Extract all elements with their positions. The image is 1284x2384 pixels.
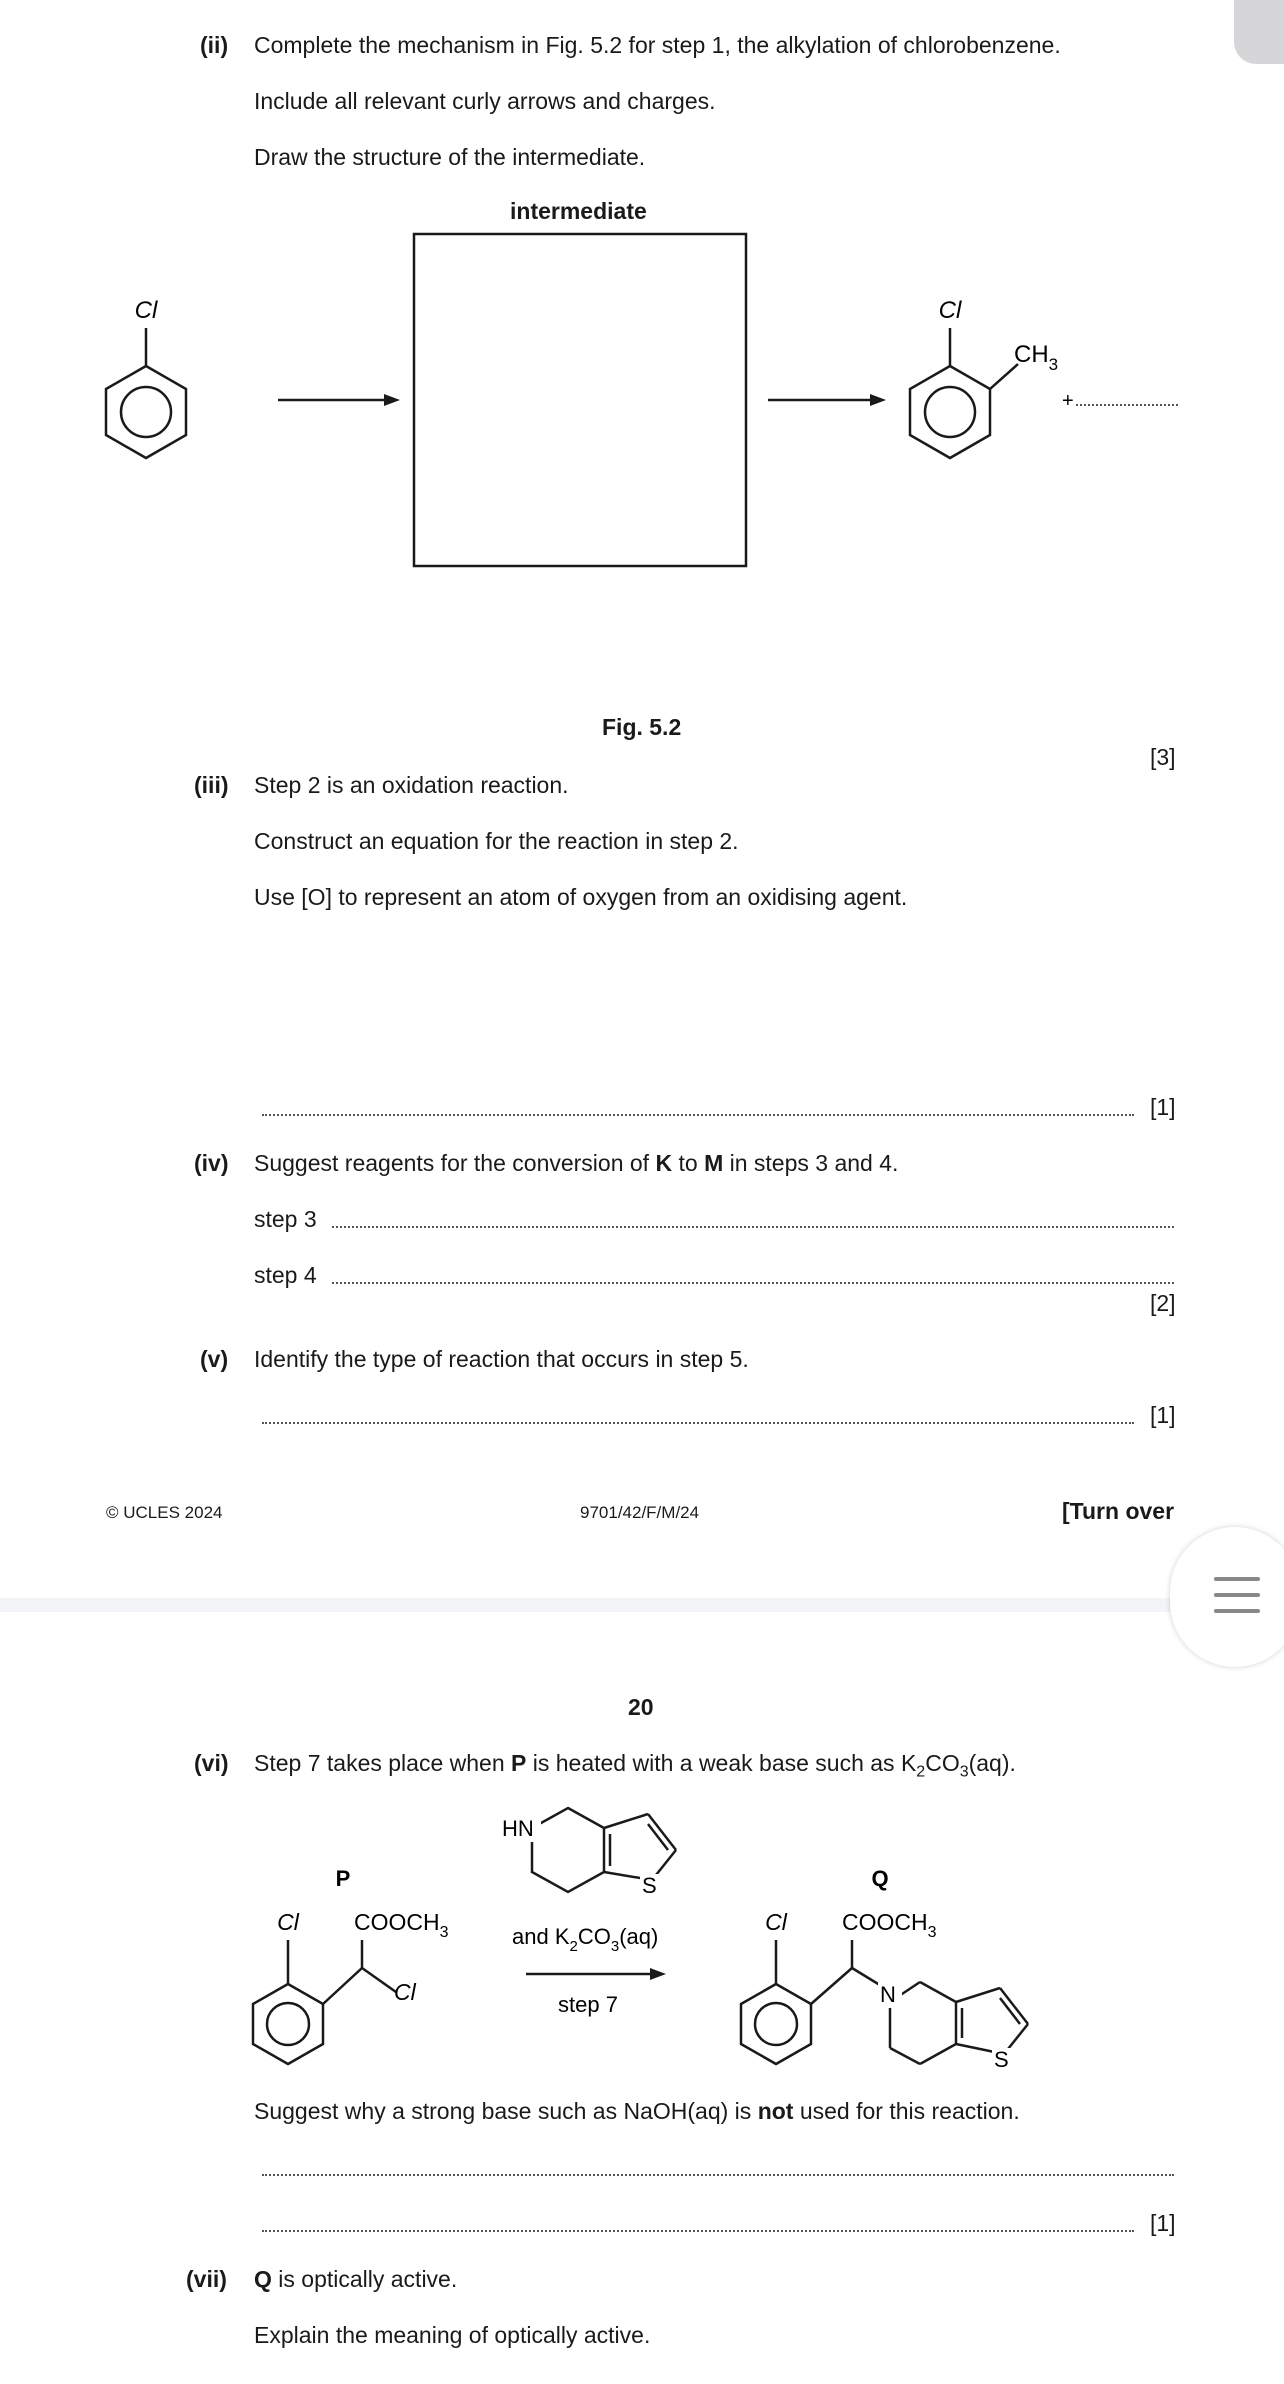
chlorobenzene-structure	[106, 328, 186, 458]
footer-paper-code: 9701/42/F/M/24	[580, 1503, 700, 1522]
question-ii-text: Complete the mechanism in Fig. 5.2 for step 1, the alkylation of chlorobenzene.	[254, 32, 1061, 58]
marks-iv: [2]	[1150, 1290, 1176, 1316]
compound-p-structure	[253, 1940, 396, 2064]
question-vii-instruction: Explain the meaning of optically active.	[254, 2322, 651, 2348]
footer-copyright: © UCLES 2024	[106, 1503, 223, 1522]
p-cooch3: $COOCH_3$	[354, 1909, 449, 1941]
cl-left-label: Cl	[134, 297, 158, 324]
step7-label: step 7	[558, 1992, 618, 2017]
page-number: 20	[628, 1694, 654, 1720]
step7-scheme	[0, 1780, 1284, 2070]
question-iii-text: Step 2 is an oxidation reaction.	[254, 772, 569, 798]
q-n: N	[880, 1982, 896, 2007]
marks-vi: [1]	[1150, 2210, 1176, 2236]
p-cl-chain: Cl	[394, 1979, 416, 2005]
reagent-s: S	[642, 1873, 657, 1898]
question-vii-number: (vii)	[186, 2266, 227, 2292]
marks-iii: [1]	[1150, 1094, 1176, 1120]
question-iii-instruction: Construct an equation for the reaction in step 2.	[254, 828, 739, 854]
question-ii-number: (ii)	[200, 32, 229, 58]
menu-icon-bar	[1214, 1593, 1260, 1597]
footer-turn-over: [Turn over	[1062, 1498, 1175, 1524]
intermediate-label: intermediate	[510, 198, 647, 224]
menu-icon-bar	[1214, 1577, 1260, 1581]
q-cooch3: $COOCH_3$	[842, 1909, 937, 1941]
figure-caption: Fig. 5.2	[602, 714, 682, 740]
question-iii-instruction-2: Use [O] to represent an atom of oxygen from an oxidising agent.	[254, 884, 908, 910]
question-iv-number: (iv)	[194, 1150, 229, 1176]
question-vii-text: Q is optically active.	[254, 2266, 458, 2292]
label-p: P	[335, 1866, 351, 1891]
menu-icon-bar	[1214, 1609, 1260, 1613]
ch3-label: $CH_3$	[1014, 341, 1059, 374]
question-iii-number: (iii)	[194, 772, 229, 798]
cl-right-label: Cl	[938, 297, 962, 324]
p-cl-ring: Cl	[277, 1909, 299, 1935]
question-v-number: (v)	[200, 1346, 229, 1372]
reagent-hn: HN	[502, 1816, 534, 1841]
reaction-type-answer-line[interactable]	[262, 1422, 1134, 1424]
marks-v: [1]	[1150, 1402, 1176, 1428]
strong-base-answer-line-1[interactable]	[262, 2174, 1174, 2176]
question-vi-number: (vi)	[194, 1750, 229, 1776]
question-vi-prompt: Suggest why a strong base such as NaOH(aq) is not used for this reaction.	[254, 2098, 1020, 2124]
plus-sign: +	[1062, 390, 1074, 412]
mechanism-figure	[0, 0, 1284, 600]
methyl-chlorobenzene-structure	[910, 328, 1018, 458]
step3-label: step 3	[254, 1206, 317, 1232]
step3-answer-line[interactable]	[332, 1226, 1174, 1228]
q-cl-ring: Cl	[765, 1909, 787, 1935]
step4-label: step 4	[254, 1262, 317, 1288]
step4-answer-line[interactable]	[332, 1282, 1174, 1284]
marks-ii: [3]	[1150, 744, 1176, 770]
equation-answer-line[interactable]	[262, 1114, 1134, 1116]
page-separator	[0, 1598, 1284, 1612]
intermediate-answer-box[interactable]	[414, 234, 746, 566]
question-iv-text: Suggest reagents for the conversion of K to M in steps 3 and 4.	[254, 1150, 899, 1176]
label-q: Q	[871, 1866, 889, 1891]
menu-button[interactable]	[1170, 1527, 1284, 1667]
question-v-text: Identify the type of reaction that occurs in step 5.	[254, 1346, 749, 1372]
strong-base-answer-line-2[interactable]	[262, 2230, 1134, 2232]
q-s: S	[994, 2047, 1009, 2070]
question-ii-instruction-2: Draw the structure of the intermediate.	[254, 144, 646, 170]
byproduct-answer-line[interactable]	[1076, 404, 1178, 406]
question-vi-text: Step 7 takes place when P is heated with a weak base such as $K_2CO_3(aq)$.	[254, 1750, 1016, 1781]
question-ii-instruction: Include all relevant curly arrows and charges.	[254, 88, 716, 114]
reagent-conditions: and $K_2CO_3(aq)$	[512, 1924, 659, 1955]
